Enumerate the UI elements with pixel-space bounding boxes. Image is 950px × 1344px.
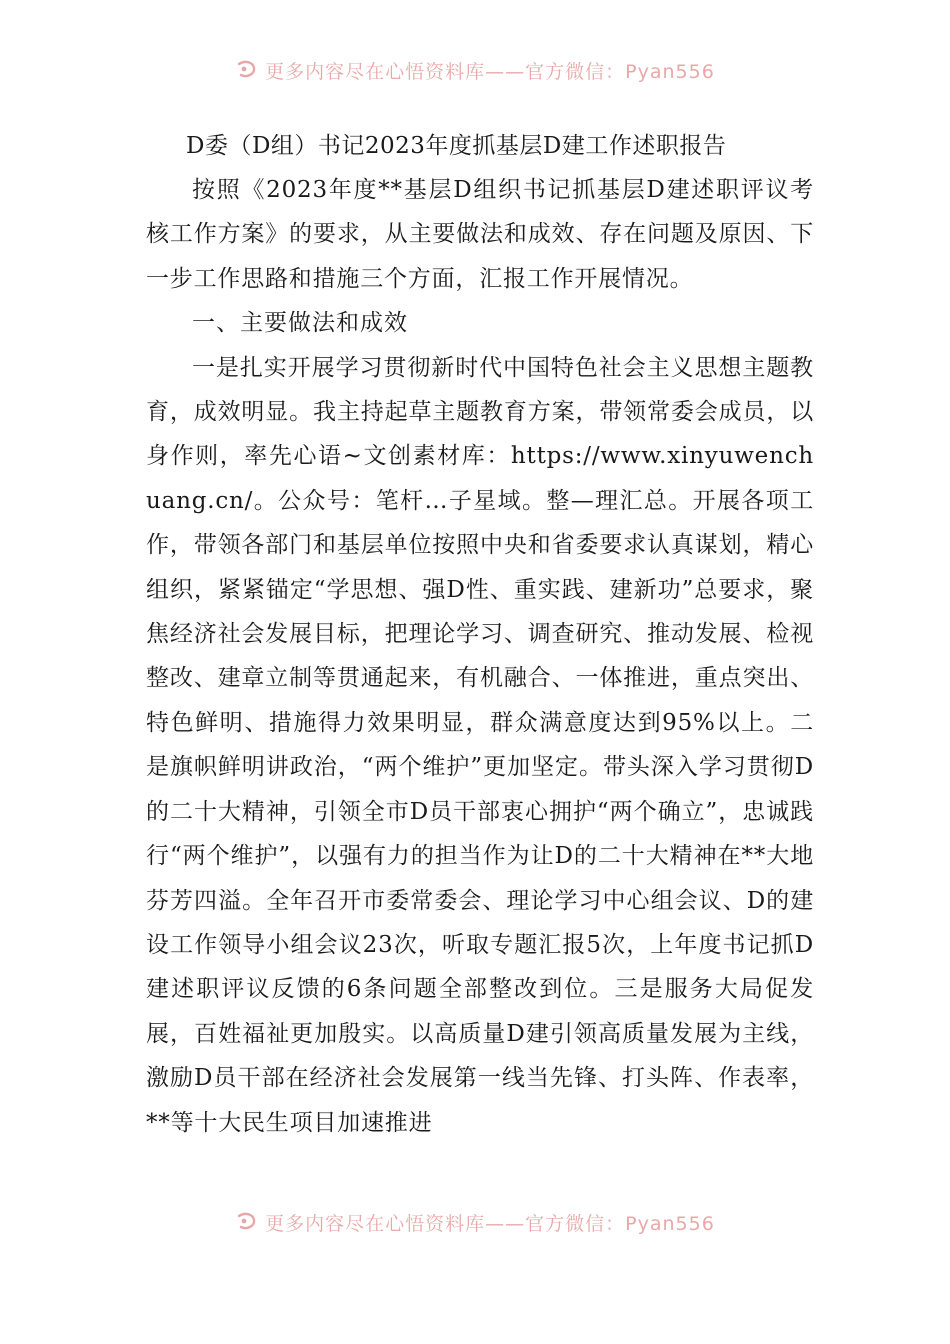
document-title: D委（D组）书记2023年度抓基层D建工作述职报告 bbox=[186, 133, 727, 159]
watermark-text: 更多内容尽在心悟资料库——官方微信：Pyan556 bbox=[265, 1212, 715, 1235]
watermark-logo-icon bbox=[235, 1210, 259, 1234]
body-paragraph: 一是扎实开展学习贯彻新时代中国特色社会主义思想主题教育，成效明显。我主持起草主题教育方案，带领常委会成员，以身作则，率先心语~文创素材库：https://www.xinyuwenchuang.cn/。公众号：笔杆…子星域。整—理汇总。开展各项工作，带领各部门和基层单位按照中央和省委要求认真谋划，精心组织，紧紧锚定“学思想、强D性、重实践、建新功”总要求，聚焦经济社会发展目标，把理论学习、调查研究、推动发展、检视整改、建章立制等贯通起来，有机融合、一体推进，重点突出、特色鲜明、措施得力效果明显，群众满意度达到95%以上。二是旗帜鲜明讲政治，“两个维护”更加坚定。带头深入学习贯彻D的二十大精神，引领全市D员干部衷心拥护“两个确立”，忠诚践行“两个维护”，以强有力的担当作为让D的二十大精神在**大地芬芳四溢。全年召开市委常委会、理论学习中心组会议、D的建设工作领导小组会议23次，听取专题汇报5次，上年度书记抓D建述职评议反馈的6条问题全部整改到位。三是服务大局促发展，百姓福祉更加殷实。以高质量D建引领高质量发展为主线，激励D员干部在经济社会发展第一线当先锋、打头阵、作表率，**等十大民生项目加速推进 bbox=[146, 354, 814, 1136]
watermark-text: 更多内容尽在心悟资料库——官方微信：Pyan556 bbox=[265, 60, 715, 83]
document-page bbox=[146, 124, 814, 1145]
watermark-header bbox=[0, 55, 950, 85]
watermark-logo-icon bbox=[235, 58, 259, 82]
watermark-footer bbox=[0, 1207, 950, 1237]
intro-paragraph: 按照《2023年度**基层D组织书记抓基层D建述职评议考核工作方案》的要求，从主要做法和成效、存在问题及原因、下一步工作思路和措施三个方面，汇报工作开展情况。 bbox=[146, 177, 814, 292]
section-heading: 一、主要做法和成效 bbox=[192, 310, 408, 337]
